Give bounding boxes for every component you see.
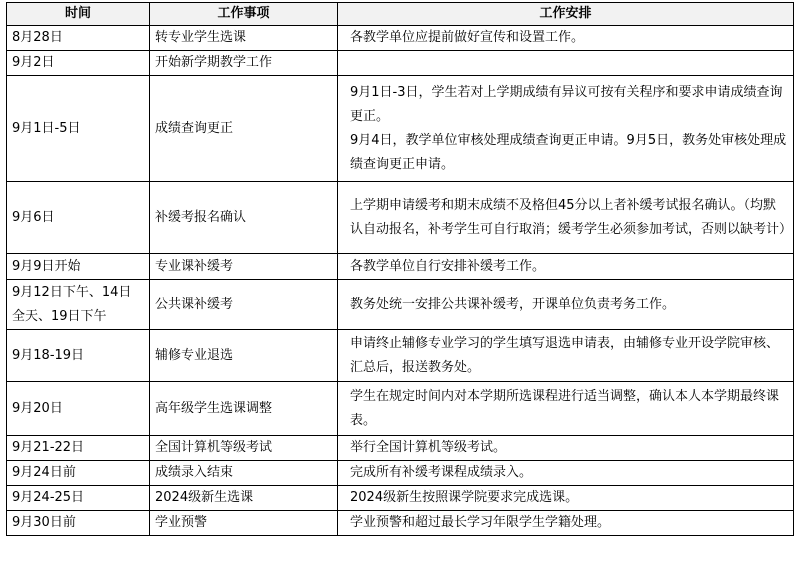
cell-item: 开始新学期教学工作 xyxy=(150,51,338,76)
cell-time: 9月24-25日 xyxy=(7,486,150,511)
cell-plan xyxy=(338,382,794,436)
cell-item: 辅修专业退选 xyxy=(150,330,338,382)
table-row xyxy=(7,461,794,486)
plan-line: 各教学单位应提前做好宣传和设置工作。 xyxy=(350,30,585,45)
cell-plan xyxy=(338,51,794,76)
plan-line: 教务处统一安排公共课补缓考，开课单位负责考务工作。 xyxy=(350,296,676,312)
plan-line: 举行全国计算机等级考试。 xyxy=(350,440,507,455)
cell-time: 9月30日前 xyxy=(7,511,150,536)
schedule-table xyxy=(6,2,794,536)
cell-time: 9月24日前 xyxy=(7,461,150,486)
header-row xyxy=(7,3,794,26)
cell-item: 学业预警 xyxy=(150,511,338,536)
cell-time: 9月20日 xyxy=(7,382,150,436)
cell-time: 9月18-19日 xyxy=(7,330,150,382)
table-row xyxy=(7,51,794,76)
cell-item: 高年级学生选课调整 xyxy=(150,382,338,436)
cell-plan xyxy=(338,182,794,254)
plan-line: 学生在规定时间内对本学期所选课程进行适当调整，确认本人本学期最终课表。 xyxy=(350,388,780,428)
table-row xyxy=(7,330,794,382)
header-time: 时间 xyxy=(7,3,150,26)
cell-time: 9月21-22日 xyxy=(7,436,150,461)
schedule-rows xyxy=(7,26,794,536)
table-row xyxy=(7,76,794,182)
plan-line: 完成所有补缓考课程成绩录入。 xyxy=(350,465,533,480)
table-row xyxy=(7,486,794,511)
cell-plan xyxy=(338,511,794,536)
cell-time: 9月2日 xyxy=(7,51,150,76)
cell-plan xyxy=(338,330,794,382)
cell-plan xyxy=(338,486,794,511)
cell-item: 转专业学生选课 xyxy=(150,26,338,51)
plan-line: 申请终止辅修专业学习的学生填写退选申请表，由辅修专业开设学院审核、汇总后，报送教务处。 xyxy=(350,335,780,375)
cell-plan xyxy=(338,436,794,461)
table-row xyxy=(7,511,794,536)
cell-item: 成绩查询更正 xyxy=(150,76,338,182)
cell-plan xyxy=(338,26,794,51)
cell-item: 成绩录入结束 xyxy=(150,461,338,486)
table-row xyxy=(7,254,794,280)
cell-time: 9月9日开始 xyxy=(7,254,150,280)
plan-line: 各教学单位自行安排补缓考工作。 xyxy=(350,258,546,274)
table-row xyxy=(7,382,794,436)
cell-plan xyxy=(338,254,794,280)
cell-item: 专业课补缓考 xyxy=(150,254,338,280)
cell-plan xyxy=(338,461,794,486)
cell-item: 全国计算机等级考试 xyxy=(150,436,338,461)
cell-time: 9月6日 xyxy=(7,182,150,254)
cell-item: 补缓考报名确认 xyxy=(150,182,338,254)
table-row xyxy=(7,182,794,254)
plan-line: 上学期申请缓考和期末成绩不及格但45分以上者补缓考试报名确认。（均默认自动报名，补考学生可自行取消；缓考学生必须参加考试，否则以缺考计） xyxy=(350,197,793,237)
cell-time: 9月1日-5日 xyxy=(7,76,150,182)
cell-plan xyxy=(338,76,794,182)
table-row xyxy=(7,26,794,51)
plan-line: 学业预警和超过最长学习年限学生学籍处理。 xyxy=(350,515,611,530)
plan-line: 9月4日，教学单位审核处理成绩查询更正申请。9月5日，教务处审核处理成绩查询更正申请。 xyxy=(350,132,787,172)
plan-line: 9月1日-3日，学生若对上学期成绩有异议可按有关程序和要求申请成绩查询更正。 xyxy=(350,84,783,124)
table-row xyxy=(7,280,794,330)
cell-item: 公共课补缓考 xyxy=(150,280,338,330)
cell-plan xyxy=(338,280,794,330)
plan-line: 2024级新生按照课学院要求完成选课。 xyxy=(350,490,579,505)
cell-time: 8月28日 xyxy=(7,26,150,51)
header-item: 工作事项 xyxy=(150,3,338,26)
cell-time: 9月12日下午、14日全天、19日下午 xyxy=(7,280,150,330)
header-plan: 工作安排 xyxy=(338,3,794,26)
cell-item: 2024级新生选课 xyxy=(150,486,338,511)
table-row xyxy=(7,436,794,461)
